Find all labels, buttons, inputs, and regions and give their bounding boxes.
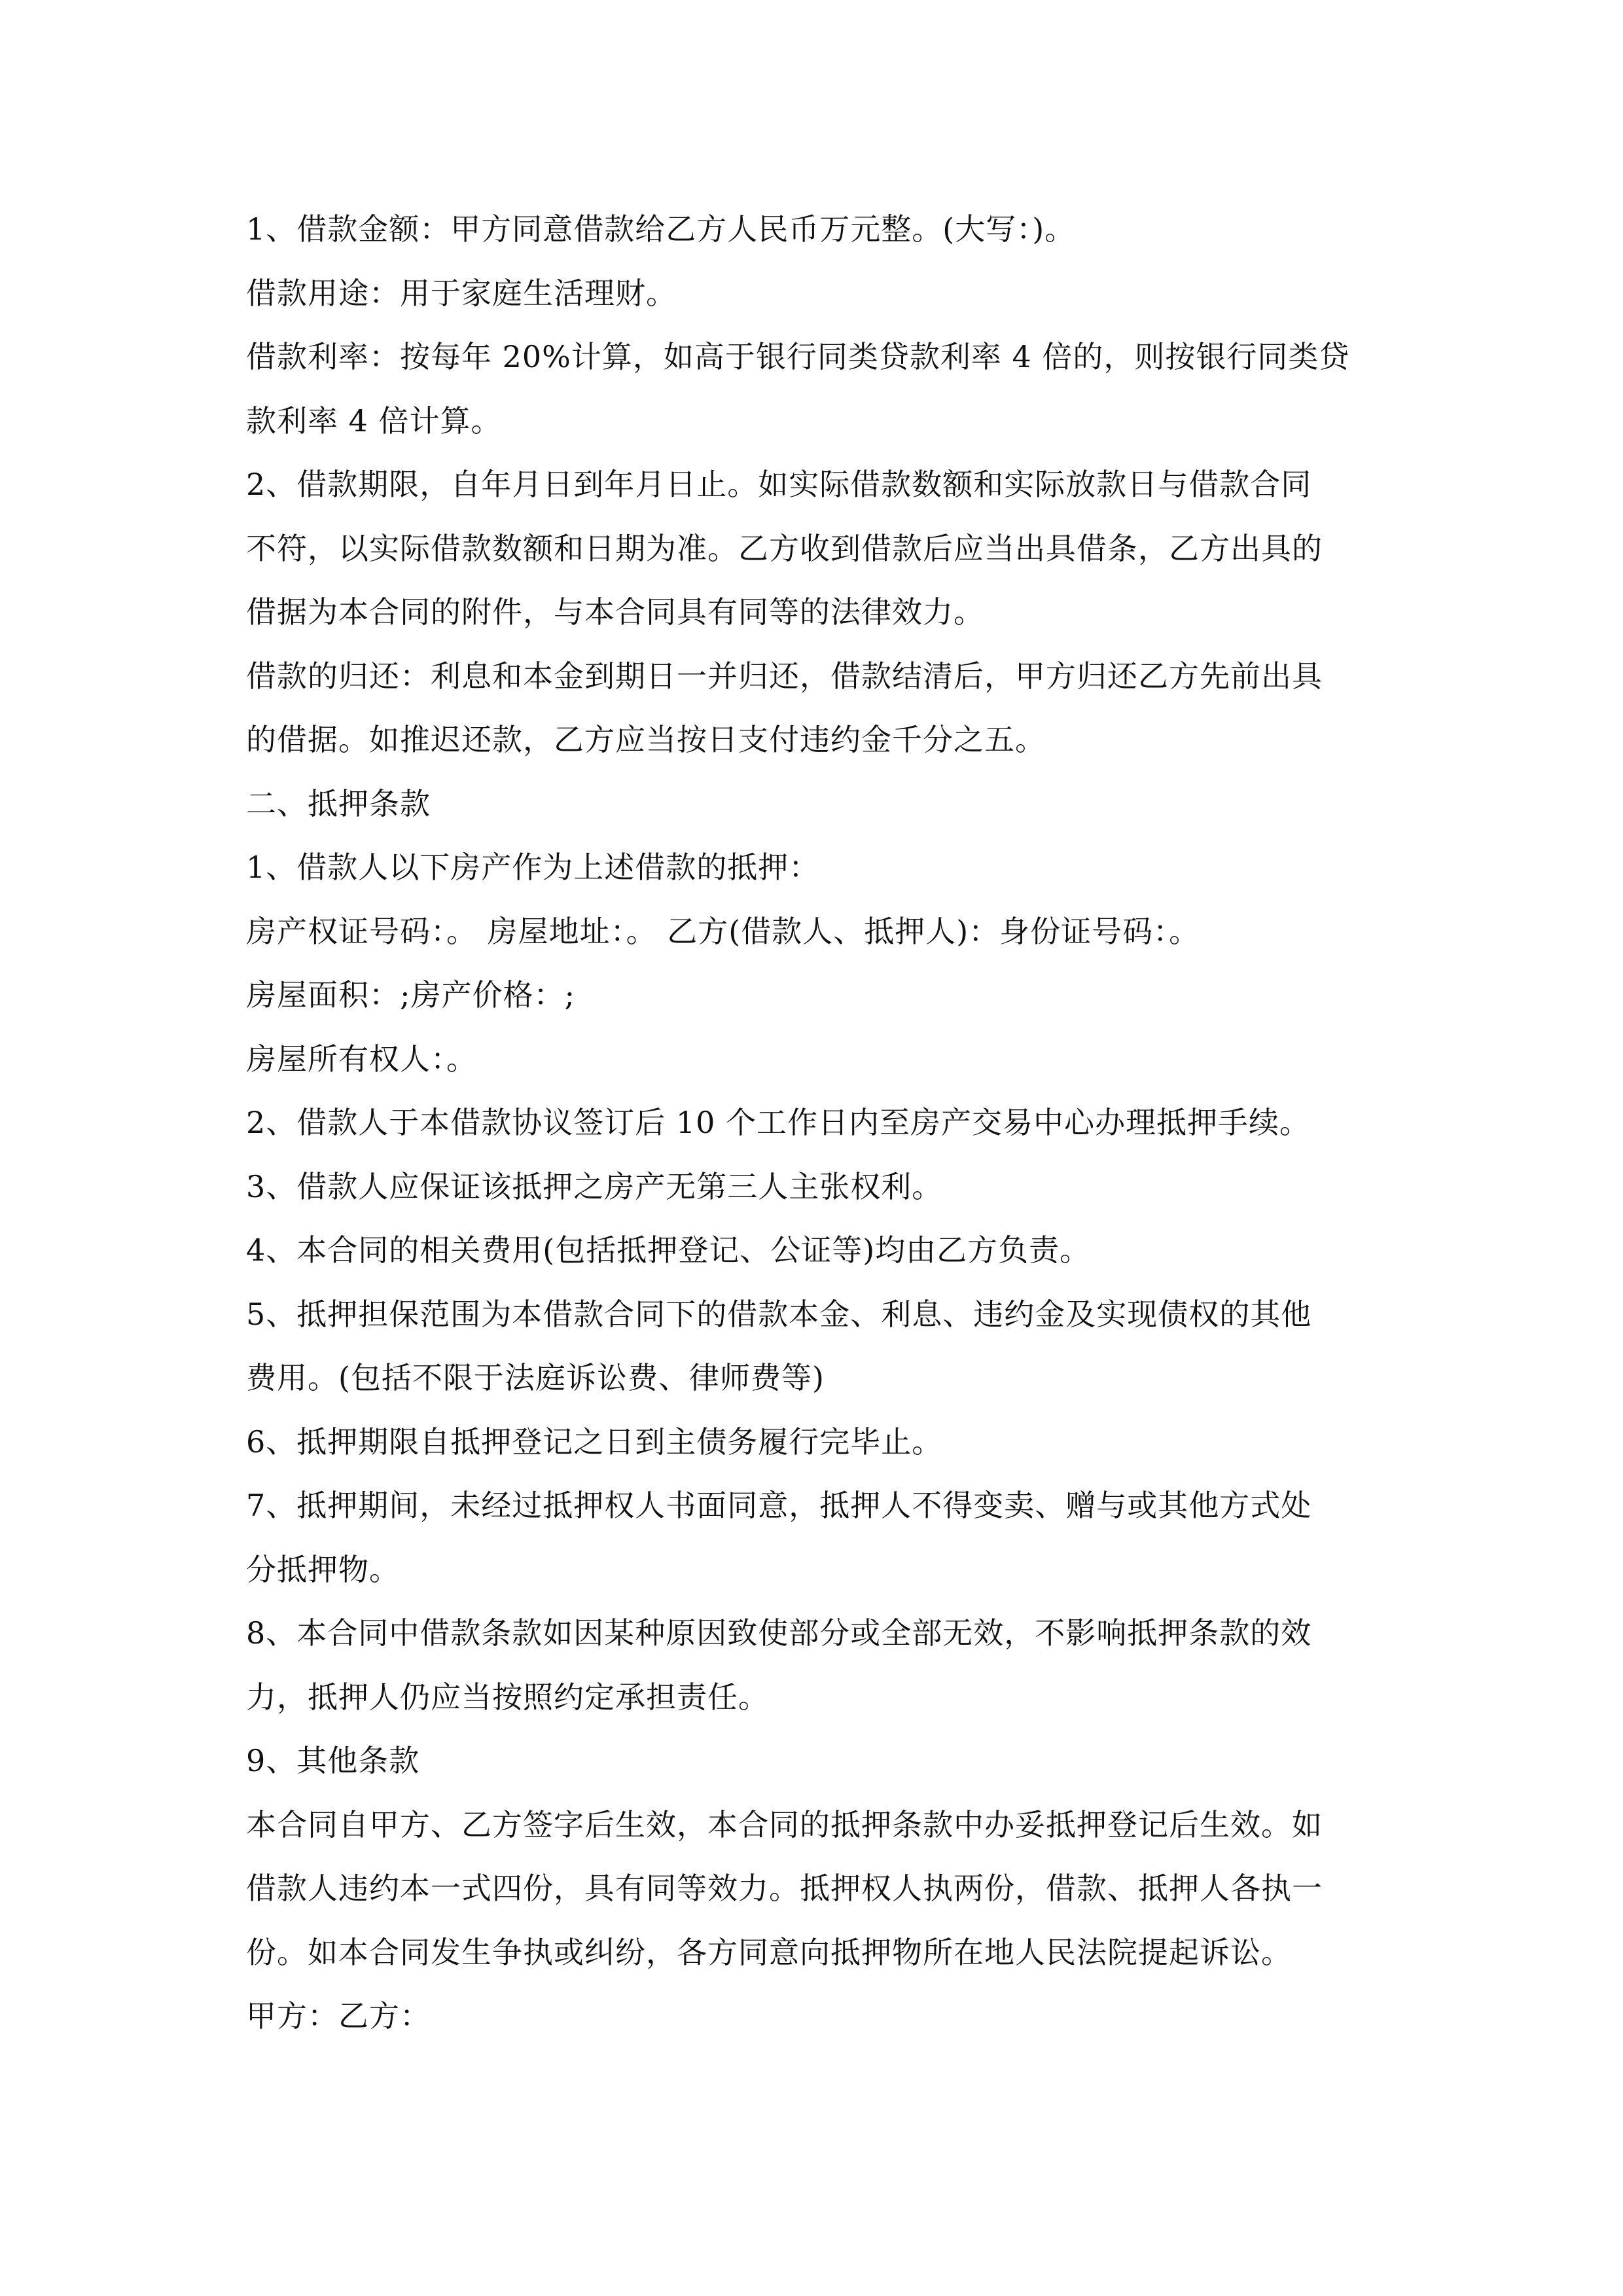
text-line-other-terms-2: 借款人违约本一式四份，具有同等效力。抵押权人执两份，借款、抵押人各执一: [246, 1871, 1323, 1906]
text-line-clause-2: 2、借款人于本借款协议签订后 10 个工作日内至房产交易中心办理抵押手续。: [246, 1105, 1311, 1140]
text-line-other-terms-1: 本合同自甲方、乙方签字后生效，本合同的抵押条款中办妥抵押登记后生效。如: [246, 1806, 1323, 1842]
text-line-interest-rate: 借款利率：按每年 20%计算，如高于银行同类贷款利率 4 倍的，则按银行同类贷: [246, 339, 1350, 374]
text-line-property-area: 房屋面积：;房产价格：;: [246, 977, 575, 1013]
text-line-loan-term: 2、借款期限，自年月日到年月日止。如实际借款数额和实际放款日与借款合同: [246, 467, 1312, 502]
text-line-loan-amount: 1、借款金额：甲方同意借款给乙方人民币万元整。(大写：)。: [246, 211, 1076, 247]
text-line-clause-4: 4、本合同的相关费用(包括抵押登记、公证等)均由乙方负责。: [246, 1232, 1091, 1268]
text-line-clause-7-cont: 分抵押物。: [246, 1551, 400, 1587]
text-line-clause-8-cont: 力，抵押人仍应当按照约定承担责任。: [246, 1679, 769, 1715]
text-line-clause-6: 6、抵押期限自抵押登记之日到主债务履行完毕止。: [246, 1424, 943, 1460]
text-line-clause-5: 5、抵押担保范围为本借款合同下的借款本金、利息、违约金及实现债权的其他: [246, 1296, 1312, 1332]
section-heading-mortgage: 二、抵押条款: [246, 785, 431, 821]
text-line-loan-term-cont-1: 不符，以实际借款数额和日期为准。乙方收到借款后应当出具借条，乙方出具的: [246, 530, 1323, 566]
text-line-repayment-cont: 的借据。如推迟还款，乙方应当按日支付违约金千分之五。: [246, 722, 1046, 757]
text-line-loan-term-cont-2: 借据为本合同的附件，与本合同具有同等的法律效力。: [246, 594, 984, 630]
text-line-other-terms-3: 份。如本合同发生争执或纠纷，各方同意向抵押物所在地人民法院提起诉讼。: [246, 1934, 1292, 1970]
text-line-mortgage-property: 1、借款人以下房产作为上述借款的抵押：: [246, 850, 820, 885]
document-body: [246, 198, 1380, 2049]
text-line-clause-3: 3、借款人应保证该抵押之房产无第三人主张权利。: [246, 1168, 943, 1204]
text-line-clause-5-cont: 费用。(包括不限于法庭诉讼费、律师费等): [246, 1360, 825, 1395]
text-line-property-owner: 房屋所有权人：。: [246, 1041, 477, 1077]
text-line-clause-7: 7、抵押期间，未经过抵押权人书面同意，抵押人不得变卖、赠与或其他方式处: [246, 1488, 1312, 1523]
text-line-loan-purpose: 借款用途：用于家庭生活理财。: [246, 275, 677, 311]
text-line-signatures: 甲方：乙方：: [246, 1998, 431, 2034]
text-line-property-cert: 房产权证号码：。 房屋地址：。 乙方(借款人、抵押人)：身份证号码：。: [246, 913, 1200, 949]
text-line-repayment: 借款的归还：利息和本金到期日一并归还，借款结清后，甲方归还乙方先前出具: [246, 658, 1323, 694]
text-line-interest-rate-cont: 款利率 4 倍计算。: [246, 403, 502, 439]
text-line-clause-9: 9、其他条款: [246, 1743, 420, 1778]
text-line-clause-8: 8、本合同中借款条款如因某种原因致使部分或全部无效，不影响抵押条款的效: [246, 1615, 1312, 1651]
